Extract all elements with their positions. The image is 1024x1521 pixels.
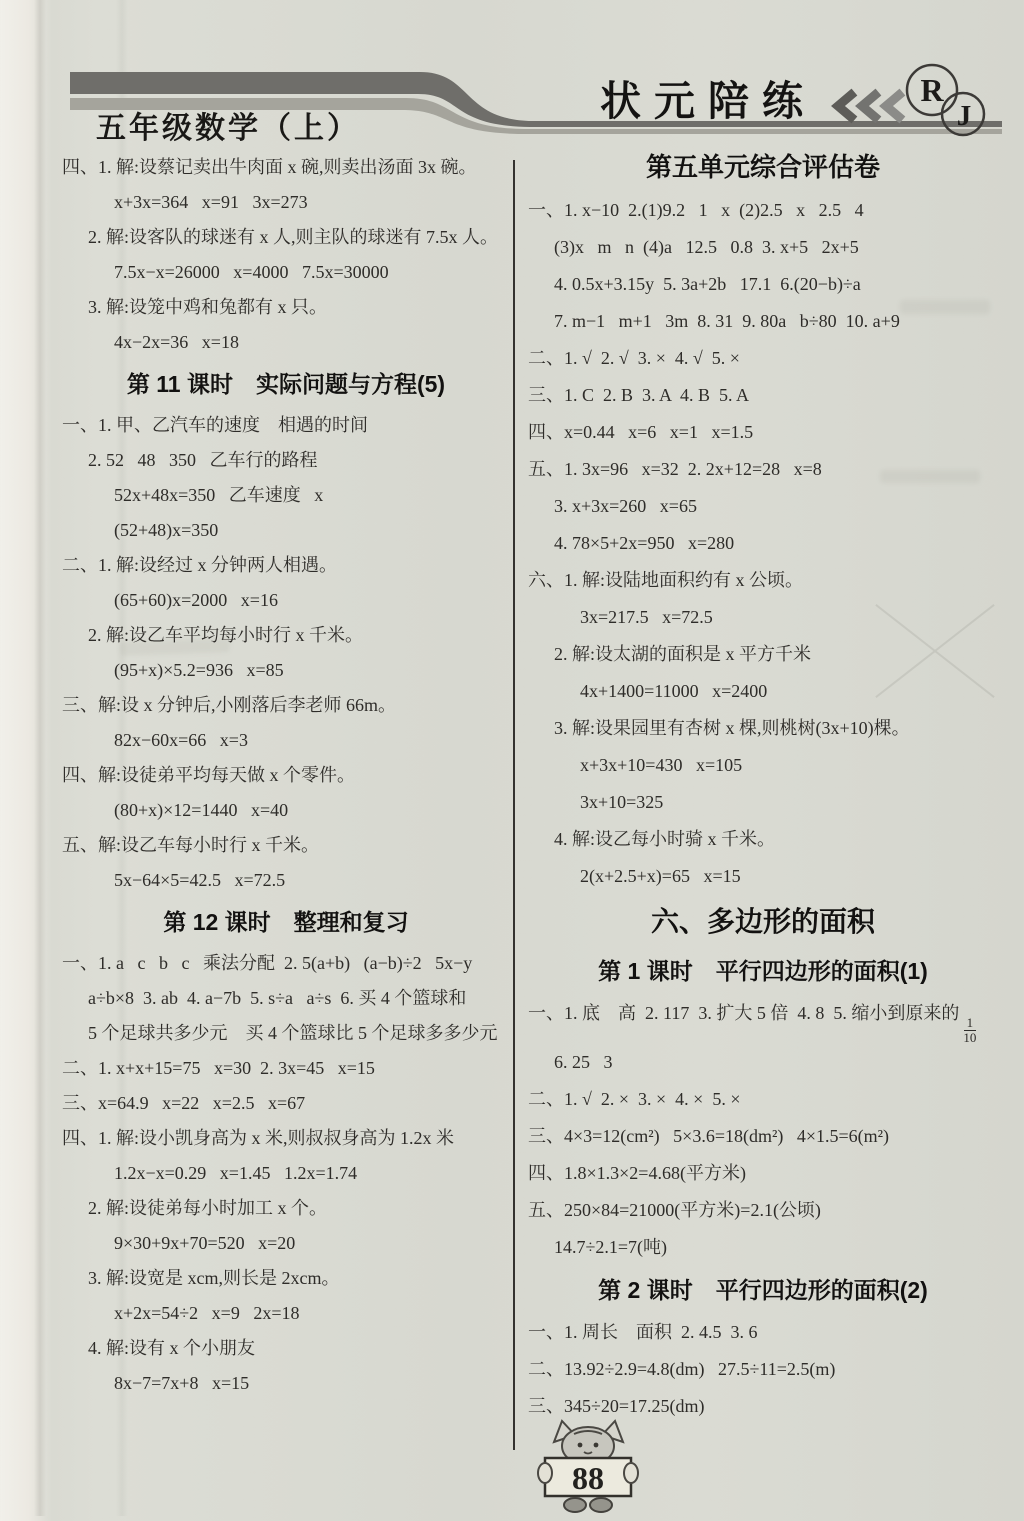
answer-line: 2. 解:设乙车平均每小时行 x 千米。 [88,625,363,645]
answer-line: 四、x=0.44 x=6 x=1 x=1.5 [528,422,754,442]
answer-line: 4. 78×5+2x=950 x=280 [554,533,735,553]
answer-line: 二、1. √ 2. √ 3. × 4. √ 5. × [528,348,740,368]
answer-line: 4x+1400=11000 x=2400 [580,681,768,701]
answer-line: 一、1. 甲、乙汽车的速度 相遇的时间 [62,415,368,435]
answer-line [528,995,998,1044]
section-heading: 第 11 课时 实际问题与方程(5) [126,371,446,397]
answer-line: 4. 解:设有 x 个小朋友 [88,1338,256,1358]
answer-line: 9×30+9x+70=520 x=20 [114,1233,296,1253]
answer-line: 3x+10=325 [580,792,664,812]
answer-line: 一、1. 周长 面积 2. 4.5 3. 6 [528,1322,758,1343]
answer-line: (52+48)x=350 [114,520,219,540]
answer-line: 3x=217.5 x=72.5 [580,607,713,627]
logo-letter-r: R [920,72,944,108]
answer-line: x+3x+10=430 x=105 [580,755,743,775]
answer-line: 1.2x−x=0.29 x=1.45 1.2x=1.74 [114,1163,358,1183]
answer-line: 3. 解:设宽是 xcm,则长是 2xcm。 [88,1268,340,1288]
answer-line: 四、1. 解:设小凯身高为 x 米,则叔叔身高为 1.2x 米 [62,1128,454,1148]
answer-line: 82x−60x=66 x=3 [114,730,248,750]
answer-line: 6. 25 3 [554,1052,613,1073]
book-title: 五年级数学（上） [96,112,360,145]
answer-line: 2. 解:设徒弟每小时加工 x 个。 [88,1198,327,1218]
answer-line: 3. 解:设笼中鸡和兔都有 x 只。 [88,297,327,317]
answer-line: a÷b×8 3. ab 4. a−7b 5. s÷a a÷s 6. 买 4 个篮球和 [88,988,467,1008]
answer-line: 2. 解:设太湖的面积是 x 平方千米 [554,644,811,664]
answer-line: 5x−64×5=42.5 x=72.5 [114,870,286,890]
answer-line: (65+60)x=2000 x=16 [114,590,278,610]
answer-line: 六、1. 解:设陆地面积约有 x 公顷。 [528,570,803,590]
answer-line: 一、1. a c b c 乘法分配 2. 5(a+b) (a−b)÷2 5x−y [62,953,473,973]
answer-line: 52x+48x=350 乙车速度 x [114,485,324,505]
answer-line: 3. 解:设果园里有杏树 x 棵,则桃树(3x+10)棵。 [554,718,910,738]
answer-text: 一、1. 底 高 2. 117 3. 扩大 5 倍 4. 8 5. 缩小到原来的 [528,1003,960,1023]
left-answer-column [62,150,510,1401]
answer-line: 四、解:设徒弟平均每天做 x 个零件。 [62,765,355,785]
column-divider [513,160,515,1450]
answer-line: 8x−7=7x+8 x=15 [114,1373,250,1393]
section-heading: 第 1 课时 平行四边形的面积(1) [598,958,928,984]
answer-line: 4x−2x=36 x=18 [114,332,239,352]
answer-line: 5 个足球共多少元 买 4 个篮球比 5 个足球多多少元 [88,1023,498,1043]
answer-line: 三、x=64.9 x=22 x=2.5 x=67 [62,1093,306,1113]
answer-line: x+2x=54÷2 x=9 2x=18 [114,1303,300,1323]
page-number-mascot [530,1418,646,1521]
brand-title: 状元陪练 [600,78,816,124]
fraction: $\frac{1}{10}$ [963,1015,977,1045]
answer-line: 二、1. √ 2. × 3. × 4. × 5. × [528,1089,741,1110]
answer-line: 三、解:设 x 分钟后,小刚落后李老师 66m。 [62,695,397,715]
section-heading: 第 2 课时 平行四边形的面积(2) [598,1277,928,1304]
answer-line: 4. 解:设乙每小时骑 x 千米。 [554,829,775,849]
right-answer-column [528,150,998,1425]
cat-mascot-icon [530,1418,646,1516]
answer-line: 4. 0.5x+3.15y 5. 3a+2b 17.1 6.(20−b)÷a [554,274,861,294]
answer-line: 7.5x−x=26000 x=4000 7.5x=30000 [114,262,389,282]
paper-crease [34,0,46,1516]
answer-line: (80+x)×12=1440 x=40 [114,800,289,820]
answer-line: 2. 解:设客队的球迷有 x 人,则主队的球迷有 7.5x 人。 [88,227,498,247]
answer-line: 三、345÷20=17.25(dm) [528,1396,705,1417]
answer-line: 3. x+3x=260 x=65 [554,496,697,516]
answer-line: (3)x m n (4)a 12.5 0.8 3. x+5 2x+5 [554,237,859,257]
answer-line: (95+x)×5.2=936 x=85 [114,660,284,680]
section-heading: 第五单元综合评估卷 [645,152,880,182]
page-number: 88 [572,1460,604,1496]
answer-line: 一、1. x−10 2.(1)9.2 1 x (2)2.5 x 2.5 4 [528,200,864,220]
answer-line: x+3x=364 x=91 3x=273 [114,192,308,212]
answer-line: 五、250×84=21000(平方米)=2.1(公顷) [528,1200,821,1221]
answer-line: 2. 52 48 350 乙车行的路程 [88,450,318,470]
triple-left-chevron-icon [838,95,899,117]
answer-line: 2(x+2.5+x)=65 x=15 [580,866,741,886]
answer-line: 三、4×3=12(cm²) 5×3.6=18(dm²) 4×1.5=6(m²) [528,1126,890,1147]
answer-line: 三、1. C 2. B 3. A 4. B 5. A [528,385,750,405]
section-heading: 六、多边形的面积 [650,906,875,937]
answer-line: 四、1. 解:设蔡记卖出牛肉面 x 碗,则卖出汤面 3x 碗。 [62,157,477,177]
answer-line: 四、1.8×1.3×2=4.68(平方米) [528,1163,746,1184]
answer-line: 二、1. x+x+15=75 x=30 2. 3x=45 x=15 [62,1058,375,1078]
answer-line: 五、1. 3x=96 x=32 2. 2x+12=28 x=8 [528,459,822,479]
logo-letter-j: J [956,100,972,132]
answer-line: 二、1. 解:设经过 x 分钟两人相遇。 [62,555,337,575]
section-heading: 第 12 课时 整理和复习 [163,909,409,935]
answer-line: 7. m−1 m+1 3m 8. 31 9. 80a b÷80 10. a+9 [554,311,900,331]
answer-line: 14.7÷2.1=7(吨) [554,1237,668,1258]
answer-line: 二、13.92÷2.9=4.8(dm) 27.5÷11=2.5(m) [528,1359,836,1380]
answer-line: 五、解:设乙车每小时行 x 千米。 [62,835,319,855]
